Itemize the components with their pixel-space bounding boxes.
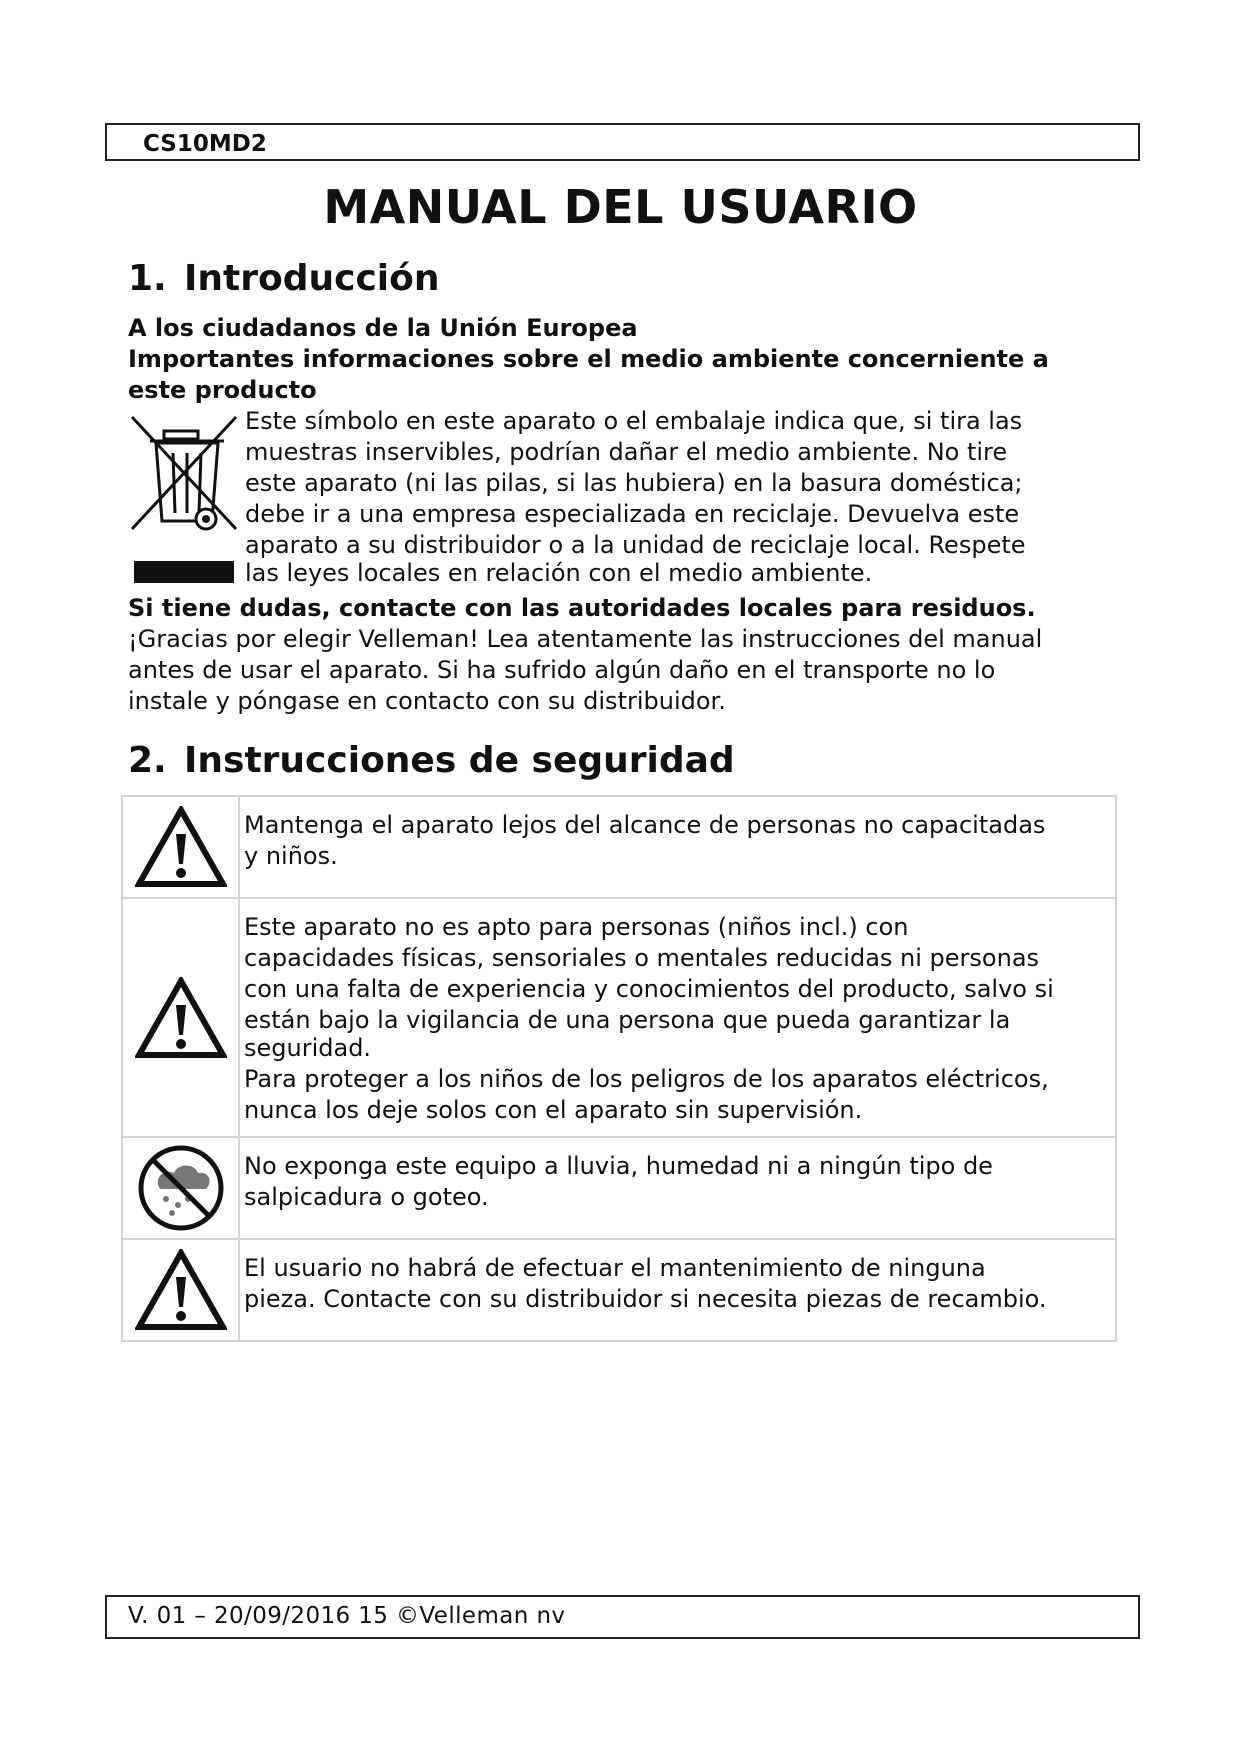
local-authorities-note: Si tiene dudas, contacte con las autoridades locales para residuos. (128, 594, 1036, 622)
text-line: están bajo la vigilancia de una persona que pueda garantizar la (244, 1006, 1011, 1034)
no-rain-icon (136, 1143, 226, 1233)
text-line: Este símbolo en este aparato o el embalaje indica que, si tira las (245, 407, 1023, 435)
text-line: debe ir a una empresa especializada en reciclaje. Devuelva este (245, 500, 1020, 528)
weee-symbol-text (245, 406, 1026, 589)
weee-bin-icon (128, 413, 240, 585)
icon-cell (122, 796, 239, 898)
text-line: pieza. Contacte con su distribuidor si necesita piezas de recambio. (244, 1285, 1047, 1313)
warning-triangle-icon (135, 977, 227, 1059)
text-line: capacidades físicas, sensoriales o mentales reducidas ni personas (244, 944, 1040, 972)
text-line: seguridad. (244, 1034, 372, 1062)
table-row (122, 1137, 1116, 1239)
model-number: CS10MD2 (143, 131, 267, 157)
document-title: MANUAL DEL USUARIO (323, 180, 918, 234)
warning-triangle-icon (135, 806, 227, 888)
table-row (122, 1239, 1116, 1341)
env-info-subheading: Importantes informaciones sobre el medio ambiente concerniente a (128, 345, 1049, 373)
eu-citizens-subheading: A los ciudadanos de la Unión Europea (128, 314, 638, 342)
text-line: Este aparato no es apto para personas (niños incl.) con (244, 913, 909, 941)
safety-instructions-table (121, 795, 1117, 1342)
text-line: y niños. (244, 842, 338, 870)
text-line: este aparato (ni las pilas, si las hubiera) en la basura doméstica; (245, 469, 1023, 497)
text-line: Mantenga el aparato lejos del alcance de personas no capacitadas (244, 811, 1046, 839)
text-line: con una falta de experiencia y conocimientos del producto, salvo si (244, 975, 1054, 1003)
footer-version-text: V. 01 – 20/09/2016 15 ©Velleman nv (128, 1603, 566, 1629)
section-1-heading (128, 258, 440, 299)
icon-cell (122, 1137, 239, 1239)
text-line: antes de usar el aparato. Si ha sufrido algún daño en el transporte no lo (128, 656, 996, 684)
icon-cell (122, 1239, 239, 1341)
table-row (122, 898, 1116, 1137)
text-line: salpicadura o goteo. (244, 1183, 489, 1211)
env-info-subheading-cont: este producto (128, 376, 317, 404)
text-line: instale y póngase en contacto con su distribuidor. (128, 687, 726, 715)
table-row (122, 796, 1116, 898)
text-line: nunca los deje solos con el aparato sin supervisión. (244, 1096, 863, 1124)
section-number: 2. (128, 740, 167, 781)
instruction-text (239, 1137, 1116, 1239)
document-header (105, 123, 1140, 161)
icon-cell (122, 898, 239, 1137)
instruction-text (239, 1239, 1116, 1341)
thanks-paragraph (128, 624, 1042, 717)
text-line: muestras inservibles, podrían dañar el medio ambiente. No tire (245, 438, 1008, 466)
section-title: Instrucciones de seguridad (184, 740, 735, 781)
text-line: aparato a su distribuidor o a la unidad de reciclaje local. Respete (245, 531, 1026, 559)
text-line: las leyes locales en relación con el medio ambiente. (245, 559, 873, 587)
text-line: El usuario no habrá de efectuar el mantenimiento de ninguna (244, 1254, 986, 1282)
text-line: Para proteger a los niños de los peligros de los aparatos eléctricos, (244, 1065, 1049, 1093)
text-line: ¡Gracias por elegir Velleman! Lea atentamente las instrucciones del manual (128, 625, 1043, 653)
section-2-heading (128, 740, 735, 781)
text-line: No exponga este equipo a lluvia, humedad ni a ningún tipo de (244, 1152, 993, 1180)
instruction-text (239, 898, 1116, 1137)
instruction-text (239, 796, 1116, 898)
section-title: Introducción (184, 258, 440, 299)
warning-triangle-icon (135, 1249, 227, 1331)
document-footer (105, 1595, 1140, 1639)
section-number: 1. (128, 258, 167, 299)
